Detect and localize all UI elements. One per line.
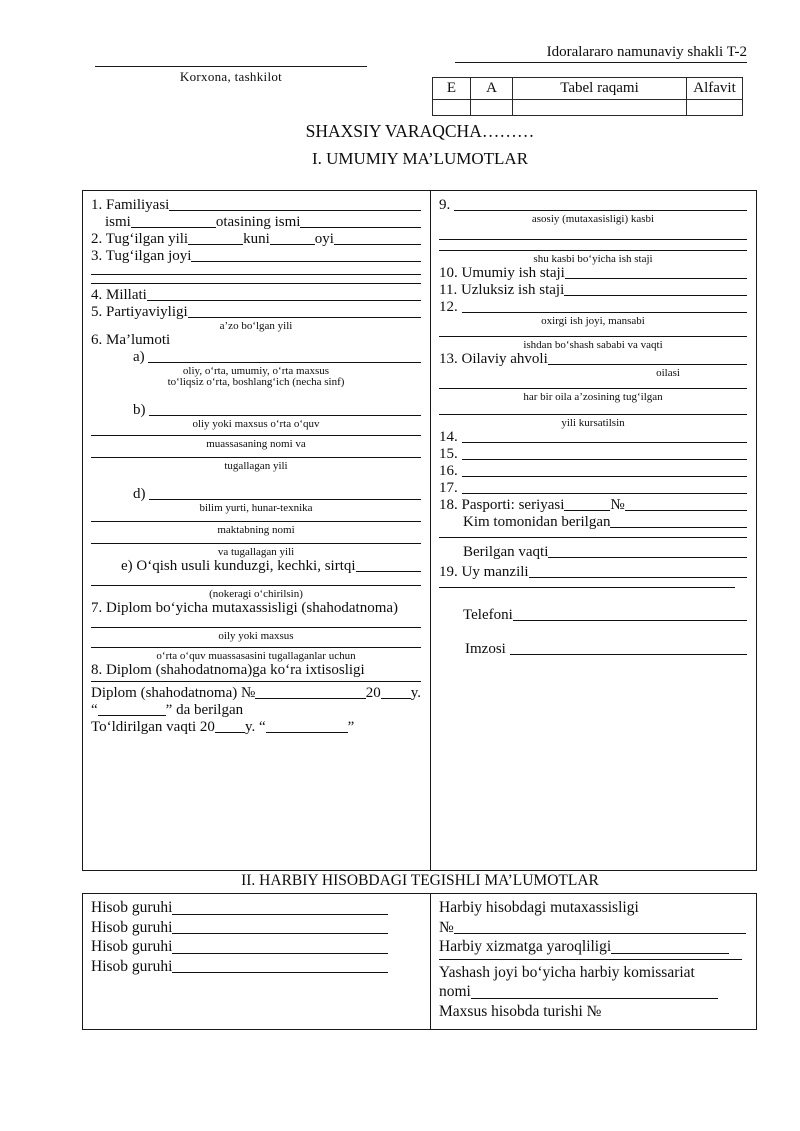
form-label: nomi [439, 983, 471, 1000]
form-title: SHAXSIY VARAQCHA……… [305, 121, 535, 141]
form-line [439, 963, 746, 983]
blank-field [356, 571, 421, 572]
form-label: kuni [243, 231, 270, 247]
blank-field [510, 654, 747, 655]
field-hint: oily yoki maxsus [218, 630, 294, 642]
form-label: 7. Diplom bo‘yicha mutaxassisligi (shahodatnoma) [91, 600, 399, 616]
blank-field [462, 312, 748, 313]
section-1-title: I. UMUMIY MA’LUMOTLAR [311, 149, 529, 168]
blank-field [610, 527, 747, 528]
blank-field [266, 732, 348, 733]
field-hint: muassasaning nomi va [206, 438, 306, 450]
blank-field [91, 274, 421, 275]
form-line [439, 898, 746, 918]
form-line [91, 248, 421, 265]
blank-field [439, 587, 735, 588]
form-line [439, 1002, 746, 1022]
blank-field [334, 244, 421, 245]
form-line [91, 662, 421, 679]
form-line [91, 214, 421, 231]
form-line [91, 304, 421, 321]
military-right-cell [431, 894, 756, 1029]
form-line [439, 429, 747, 446]
field-hint: (nokeragi o‘chirilsin) [209, 588, 303, 600]
blank-field [91, 585, 421, 586]
field-hint: yili kursatilsin [561, 417, 625, 429]
form-label: № [610, 497, 625, 513]
blank-field [172, 914, 388, 915]
form-line [439, 239, 747, 243]
blank-field [529, 577, 747, 578]
form-label: ” da berilgan [165, 702, 244, 718]
grid-header-cell: Alfavit [693, 80, 736, 96]
blank-field [191, 261, 421, 262]
org-label: Korxona, tashkilot [179, 69, 283, 84]
blank-field [91, 283, 421, 284]
grid-header-row [433, 78, 742, 99]
field-hint: to‘liqsiz o‘rta, boshlang‘ich (necha sinf) [167, 376, 345, 388]
grid-header-cell: Tabel raqami [513, 78, 687, 99]
form-label: d) [133, 486, 150, 502]
blank-field [188, 317, 421, 318]
grid-empty-cell [471, 100, 513, 115]
form-line [91, 918, 418, 938]
form-line [91, 231, 421, 248]
form-line [439, 587, 747, 591]
form-label: Berilgan vaqti [463, 544, 549, 560]
org-underline [95, 52, 367, 67]
form-label: 14. [439, 429, 462, 445]
grid-header-cell: E [433, 78, 471, 99]
grid-empty-row [433, 99, 742, 115]
form-label: Harbiy hisobdagi mutaxassisligi [439, 899, 639, 916]
blank-field [131, 227, 216, 228]
form-label: Telefoni [463, 607, 513, 623]
form-line [439, 299, 747, 316]
form-line [439, 265, 747, 282]
field-hint: shu kasbi bo‘yicha ish staji [533, 253, 653, 265]
field-hint: asosiy (mutaxasisligi) kasbi [531, 213, 655, 225]
blank-field [91, 457, 421, 458]
blank-field [471, 998, 718, 999]
form-line [91, 937, 418, 957]
blank-field [91, 521, 421, 522]
form-label: oyi [314, 231, 334, 247]
blank-field [625, 510, 747, 511]
form-label: Hisob guruhi [91, 938, 173, 955]
blank-field [381, 698, 411, 699]
grid-empty-cell [433, 100, 471, 115]
form-line [439, 982, 746, 1002]
blank-field [148, 362, 421, 363]
form-line [439, 351, 747, 368]
field-hint: tugallagan yili [224, 460, 288, 472]
general-info-table [82, 190, 757, 871]
blank-field [439, 388, 747, 389]
grid-empty-cell [687, 100, 742, 115]
military-left-cell [83, 894, 431, 1029]
blank-field [188, 244, 243, 245]
form-label: y. “ [244, 719, 266, 735]
blank-field [439, 414, 747, 415]
form-label: № [439, 918, 454, 936]
form-label: 16. [439, 463, 462, 479]
form-label: Maxsus hisobda turishi № [439, 1002, 602, 1020]
blank-field [439, 537, 747, 538]
form-label: 3. Tug‘ilgan joyi [91, 248, 192, 264]
form-label: 6. Ma’lumoti [91, 332, 171, 348]
form-label: 17. [439, 480, 462, 496]
field-hint: oilasi [656, 367, 680, 379]
form-label: b) [133, 402, 150, 418]
form-line [91, 719, 421, 736]
blank-field [91, 543, 421, 544]
blank-field [439, 336, 747, 337]
form-line [91, 898, 418, 918]
form-label: a) [133, 349, 149, 365]
form-label: e) O‘qish usuli kunduzgi, kechki, sirtqi [121, 558, 356, 574]
military-info-table [82, 893, 757, 1030]
form-label: 12. [439, 299, 462, 315]
field-hint: o‘rta o‘quv muassasasini tugallaganlar uchun [156, 650, 356, 662]
general-info-left-column [83, 191, 431, 870]
form-label: Hisob guruhi [91, 918, 173, 936]
form-line [91, 600, 421, 617]
blank-field [548, 557, 747, 558]
field-hint: maktabning nomi [217, 524, 295, 536]
header-grid [432, 77, 743, 116]
field-hint: oxirgi ish joyi, mansabi [541, 315, 645, 327]
blank-field [462, 476, 748, 477]
form-line [439, 564, 747, 581]
field-hint: oliy yoki maxsus o‘rta o‘quv [192, 418, 320, 430]
section-2-title: II. HARBIY HISOBDAGI TEGISHLI MA’LUMOTLAR [241, 872, 599, 889]
blank-field [439, 959, 742, 960]
grid-header-cell: A [471, 78, 513, 99]
form-line [91, 486, 421, 503]
blank-field [565, 278, 747, 279]
organization-block [95, 52, 367, 85]
blank-field [91, 627, 421, 628]
form-label: To‘ldirilgan vaqti 20 [91, 719, 215, 735]
form-line [439, 537, 747, 541]
blank-field [147, 300, 421, 301]
form-label: otasining ismi [215, 214, 301, 230]
blank-field [149, 415, 421, 416]
form-label: Kim tomonidan berilgan [463, 514, 611, 530]
form-line [439, 937, 746, 957]
form-label: 8. Diplom (shahodatnoma)ga ko‘ra ixtisosligi [91, 662, 365, 678]
field-hint: va tugallagan yili [217, 546, 295, 558]
form-line [91, 274, 421, 278]
form-line [91, 402, 421, 419]
form-line [91, 332, 421, 349]
field-hint: ishdan bo‘shash sababi va vaqti [523, 339, 663, 351]
blank-field [98, 715, 166, 716]
form-line [439, 607, 747, 624]
blank-field [300, 227, 421, 228]
field-hint: har bir oila a’zosining tug‘ilgan [523, 391, 663, 403]
form-label: 19. Uy manzili [439, 564, 529, 580]
blank-field [439, 239, 747, 240]
form-label: 13. Oilaviy ahvoli [439, 351, 548, 367]
form-label: “ [91, 702, 98, 718]
form-line [439, 282, 747, 299]
blank-field [172, 972, 388, 973]
blank-field [454, 933, 746, 934]
field-hint: oliy, o‘rta, umumiy, o‘rta maxsus [182, 365, 330, 377]
form-label: Diplom (shahodatnoma) № [91, 685, 256, 701]
form-label: 15. [439, 446, 462, 462]
blank-field [462, 459, 748, 460]
form-line [91, 957, 418, 977]
general-info-right-column [431, 191, 756, 870]
blank-field [91, 435, 421, 436]
form-label: Harbiy xizmatga yaroqliligi [439, 938, 612, 955]
form-label: ismi [105, 214, 131, 230]
form-label: Hisob guruhi [91, 957, 173, 975]
form-line [439, 514, 747, 531]
blank-field [149, 499, 421, 500]
form-line [91, 558, 421, 575]
form-line [439, 641, 747, 658]
blank-field [462, 493, 748, 494]
form-line [439, 197, 747, 214]
form-line [91, 702, 421, 719]
field-hint: bilim yurti, hunar-texnika [199, 502, 313, 514]
form-label: 18. Pasporti: seriyasi [439, 497, 565, 513]
form-label: Yashash joyi bo‘yicha harbiy komissariat [439, 963, 695, 981]
form-label: Imzosi [465, 641, 510, 657]
form-line [91, 287, 421, 304]
blank-field [172, 953, 388, 954]
form-line [439, 918, 746, 938]
form-label: 11. Uzluksiz ish staji [439, 282, 565, 298]
blank-field [611, 953, 729, 954]
blank-field [462, 442, 748, 443]
blank-field [439, 250, 747, 251]
blank-field [169, 210, 421, 211]
form-line [439, 480, 747, 497]
blank-field [513, 620, 747, 621]
form-label: Hisob guruhi [91, 899, 173, 916]
grid-empty-cell [513, 100, 687, 115]
blank-field [270, 244, 315, 245]
form-label: 4. Millati [91, 287, 147, 303]
form-line [91, 349, 421, 366]
form-line [439, 446, 747, 463]
blank-field [548, 364, 747, 365]
form-label: 2. Tug‘ilgan yili [91, 231, 189, 247]
form-line [91, 685, 421, 702]
blank-field [215, 732, 245, 733]
form-line [439, 463, 747, 480]
form-line [439, 497, 747, 514]
field-hint: a’zo bo‘lgan yili [219, 320, 293, 332]
form-label: 9. [439, 197, 454, 213]
form-label: 20 [365, 685, 381, 701]
form-line [439, 544, 747, 561]
form-ref: Idoralararo namunaviy shakli T-2 [455, 44, 747, 63]
form-line [91, 197, 421, 214]
blank-field [564, 295, 747, 296]
form-label: 10. Umumiy ish staji [439, 265, 565, 281]
form-label: y. [410, 685, 421, 701]
form-label: 1. Familiyasi [91, 197, 170, 213]
blank-field [255, 698, 365, 699]
form-label: 5. Partiyaviyligi [91, 304, 188, 320]
blank-field [91, 681, 421, 682]
blank-field [564, 510, 610, 511]
blank-field [454, 210, 747, 211]
blank-field [91, 647, 421, 648]
form-label: ” [347, 719, 355, 735]
blank-field [172, 933, 388, 934]
